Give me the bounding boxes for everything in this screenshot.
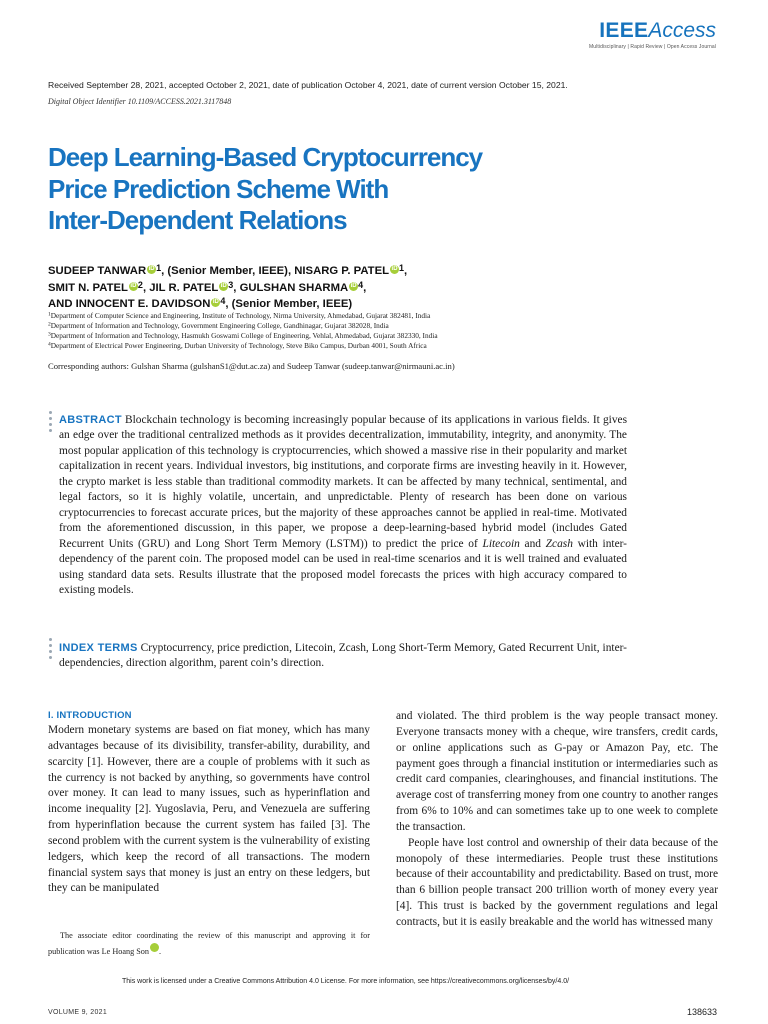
abstract-zcash: Zcash bbox=[545, 537, 573, 550]
body-column-left bbox=[48, 709, 370, 897]
affiliation-number: 2 bbox=[48, 321, 51, 328]
author-name: NISARG P. PATEL bbox=[294, 265, 390, 277]
affiliation-text: Department of Information and Technology, Government Engineering College, Gandhinagar, Gujarat 382028, India bbox=[50, 321, 389, 330]
affiliation-ref: 4 bbox=[220, 296, 226, 306]
section-heading: I. INTRODUCTION bbox=[48, 710, 132, 721]
affiliations bbox=[48, 311, 438, 351]
orcid-icon[interactable]: iD bbox=[350, 282, 357, 289]
paper-title bbox=[48, 142, 548, 237]
title-line: Inter-Dependent Relations bbox=[48, 205, 347, 235]
logo-italic: Access bbox=[648, 19, 716, 42]
affiliation-item bbox=[48, 311, 438, 321]
author-line bbox=[48, 263, 708, 280]
abstract-text: and bbox=[519, 537, 546, 550]
author-separator: , bbox=[404, 265, 408, 277]
abstract bbox=[59, 413, 627, 598]
orcid-icon[interactable]: iD bbox=[150, 943, 159, 952]
body-paragraph: Modern monetary systems are based on fiat money, which has many advantages because of its divisibility, transfer-ability, durability, and scarcity [1]. However, there are a couple of problems with it such as the currency is not backed by anything, so governments have control over money. It can lead to many issues, such as hyperinflation and income inequality [2]. Yugoslavia, Peru, and Venezuela are suffering from hyperinflation because the current system has failed [3]. The second problem with the current system is the vulnerability of existing ledgers, which keep the record of all transactions. The modern financial system says that money is just an entry on these ledgers, but they can be manipulated bbox=[48, 724, 370, 895]
index-terms-marker-icon bbox=[49, 638, 52, 662]
affiliation-item bbox=[48, 331, 438, 341]
orcid-icon[interactable]: iD bbox=[212, 299, 219, 305]
author-name: SMIT N. PATEL bbox=[48, 281, 128, 294]
orcid-icon[interactable]: iD bbox=[148, 266, 155, 272]
author-separator: , bbox=[363, 281, 367, 294]
license-notice[interactable]: This work is licensed under a Creative Commons Attribution 4.0 License. For more information, see https://creativecommons.org/licenses/by/4.0/ bbox=[122, 978, 570, 985]
orcid-icon[interactable]: iD bbox=[391, 266, 398, 272]
author-name: AND INNOCENT E. DAVIDSON bbox=[48, 298, 211, 310]
author-list bbox=[48, 263, 708, 313]
affiliation-ref: 4 bbox=[358, 279, 364, 290]
received-dates: Received September 28, 2021, accepted October 2, 2021, date of publication October 4, 2021, date of current version October 15, 2021. bbox=[48, 80, 568, 90]
footnote bbox=[48, 929, 370, 959]
author-line bbox=[48, 280, 708, 297]
affiliation-item bbox=[48, 321, 438, 331]
affiliation-item bbox=[48, 341, 438, 351]
affiliation-text: Department of Electrical Power Engineering, Durban University of Technology, Steve Biko Campus, Durban 4001, South Africa bbox=[50, 341, 427, 350]
abstract-text: with inter-dependency of the parent coin. The proposed model can be used in real-time scenarios and it is well trained and evaluated using standard data sets. Results illustrate that the proposed model forecasts the prices with high accuracy compared to existing models. bbox=[59, 537, 627, 596]
abstract-label: ABSTRACT bbox=[59, 414, 122, 426]
affiliation-number: 3 bbox=[48, 331, 51, 338]
abstract-text: Blockchain technology is becoming increasingly popular because of its applications in various fields. It gives an edge over the traditional centralized methods as it provides decentralization, immutability, integrity, and anonymity. The most popular application of this technology is cryptocurrencies, which showed a massive rise in their popularity and market capitalization in recent years. Individual investors, big institutions, and corporate firms are investing heavily in it. However, the crypto market is less stable than traditional commodity markets. It can be affected by many technical, sentimental, and legal factors, so it is highly volatile, uncertain, and unpredictable. Plenty of research has been done on various cryptocurrencies to forecast accurate prices, but the majority of these approaches cannot be applied in real-time. Motivated from the aforementioned discussion, in this paper, we propose a deep-learning-based hybrid model (includes Gated Recurrent Units (GRU) and Long Short Term Memory (LSTM)) to predict the price of bbox=[59, 414, 627, 550]
affiliation-text: Department of Computer Science and Engineering, Institute of Technology, Nirma University, Ahmedabad, Gujarat 382481, India bbox=[50, 311, 431, 320]
logo-bold: IEEE bbox=[599, 19, 649, 42]
volume-label: VOLUME 9, 2021 bbox=[48, 1009, 108, 1016]
title-line: Price Prediction Scheme With bbox=[48, 173, 389, 204]
author-separator: , bbox=[142, 281, 147, 294]
body-paragraph: People have lost control and ownership of their data because of the monopoly of these intermediaries. People trust these institutions because of their accountability and predictability. Based on trust, more than 6 billion people transact 200 trillion worth of money every year [4]. This trust is backed by the government regulations and legal contracts, but it is easily breakable and the world has witnessed many bbox=[396, 836, 718, 928]
index-terms-label: INDEX TERMS bbox=[59, 642, 138, 654]
doi-value[interactable]: 10.1109/ACCESS.2021.3117848 bbox=[127, 97, 232, 106]
author-separator: , bbox=[233, 281, 237, 294]
index-terms bbox=[59, 641, 627, 672]
title-line: Deep Learning-Based Cryptocurrency bbox=[48, 142, 483, 172]
orcid-icon[interactable]: iD bbox=[220, 282, 227, 289]
body-column-right bbox=[396, 709, 718, 931]
affiliation-text: Department of Information and Technology, Hasmukh Goswami College of Engineering, Vehlal, Ahmedabad, Gujarat 382330, India bbox=[50, 331, 438, 340]
affiliation-number: 1 bbox=[48, 311, 51, 318]
abstract-litecoin: Litecoin bbox=[482, 537, 520, 550]
body-paragraph: and violated. The third problem is the way people transact money. Everyone transacts money with a cheque, wire transfers, credit cards, or online applications such as G-pay or Amazon Pay, etc. The payment goes through a financial institution or intermediaries such as credit card companies, clearinghouses, and financial institutions. The average cost of transferring money from one country to another ranges from 6% to 10% and can sometimes take up to one week to complete the transaction. bbox=[396, 710, 718, 833]
author-name: GULSHAN SHARMA bbox=[239, 281, 349, 294]
affiliation-number: 4 bbox=[48, 341, 51, 348]
index-terms-text: Cryptocurrency, price prediction, Litecoin, Zcash, Long Short-Term Memory, Gated Recurrent Unit, inter-dependencies, direction algorithm, parent coin’s direction. bbox=[59, 642, 627, 670]
affiliation-ref: 1 bbox=[156, 263, 162, 273]
affiliation-ref: 2 bbox=[137, 279, 143, 290]
author-role: , (Senior Member, IEEE) bbox=[225, 298, 353, 310]
corresponding-authors: Corresponding authors: Gulshan Sharma (gulshanS1@dut.ac.za) and Sudeep Tanwar (sudeep.tanwar@nirmauni.ac.in) bbox=[48, 361, 455, 371]
affiliation-ref: 3 bbox=[228, 279, 234, 290]
page-number: 138633 bbox=[686, 1007, 717, 1017]
abstract-marker-icon bbox=[49, 411, 52, 435]
doi-line bbox=[48, 97, 231, 106]
journal-logo-wordmark bbox=[589, 20, 716, 42]
author-role: , (Senior Member, IEEE), bbox=[161, 265, 292, 277]
footnote-text: The associate editor coordinating the review of this manuscript and approving it for publication was Le Hoang Son iD. bbox=[48, 931, 370, 956]
author-name: JIL R. PATEL bbox=[149, 281, 219, 294]
journal-logo bbox=[589, 20, 716, 50]
author-name: SUDEEP TANWAR bbox=[48, 265, 147, 277]
affiliation-ref: 1 bbox=[399, 263, 405, 273]
journal-tagline: Multidisciplinary | Rapid Review | Open Access Journal bbox=[589, 44, 716, 50]
orcid-icon[interactable]: iD bbox=[130, 282, 137, 289]
doi-label: Digital Object Identifier bbox=[48, 97, 126, 106]
